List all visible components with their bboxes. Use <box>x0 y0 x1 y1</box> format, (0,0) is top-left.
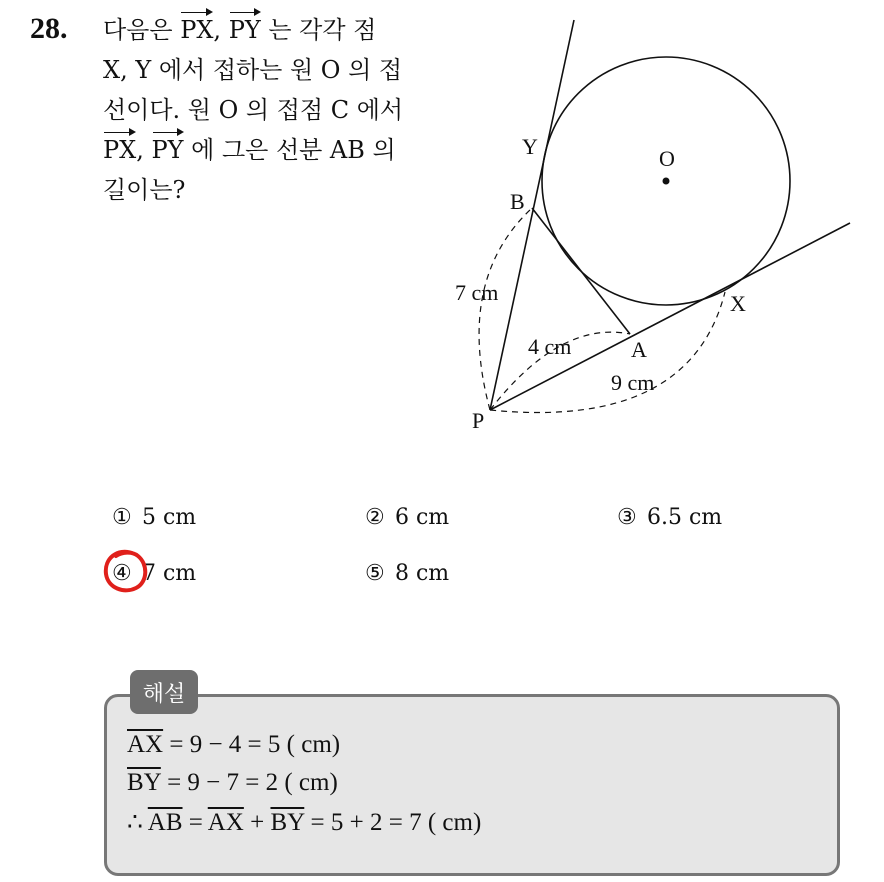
choice-1[interactable]: ① 5 cm <box>112 505 197 530</box>
question-line-4: PX, PY 에 그은 선분 AB 의 <box>103 130 433 170</box>
question-line-2: X, Y 에서 접하는 원 O 의 접 <box>103 56 403 84</box>
label-x: X <box>730 291 746 316</box>
solution-line-3: ∴ $\overline{AB} = \overline{AX} + \overline{BY} = 5 + 2 = 7$ ( cm) <box>127 809 482 836</box>
segment-ax: $\overline{AX}$ <box>127 731 164 758</box>
measure-pb: 7 cm <box>455 280 499 305</box>
question-line-3: 선이다. 원 O 의 접점 C 에서 <box>103 96 404 124</box>
question-line-5: 길이는? <box>103 176 186 204</box>
segment-ax: $\overline{AX}$ <box>207 809 244 836</box>
label-a: A <box>631 337 647 362</box>
vector-py: PY <box>229 10 261 50</box>
solution-line-2: $\overline{BY} = 9 - 7 = 2$ ( cm) <box>127 769 338 796</box>
segment-ab-label: $\overline{AB}$ <box>147 809 183 836</box>
tangent-px <box>490 223 850 410</box>
label-o: O <box>659 146 675 171</box>
center-point-o <box>663 178 670 185</box>
question-number: 28. <box>30 12 68 45</box>
segment-ab <box>532 208 630 334</box>
arc-px <box>490 292 725 413</box>
segment-by: $\overline{BY}$ <box>270 809 305 836</box>
measure-pa: 4 cm <box>528 334 572 359</box>
segment-by: $\overline{BY}$ <box>127 769 161 796</box>
choice-2[interactable]: ② 6 cm <box>365 505 450 530</box>
vector-px: PX <box>180 10 213 50</box>
vector-px: PX <box>103 130 136 170</box>
choice-3[interactable]: ③ 6.5 cm <box>617 505 723 530</box>
label-b: B <box>510 189 525 214</box>
solution-line-1: $\overline{AX} = 9 - 4 = 5$ ( cm) <box>127 731 341 758</box>
selected-answer-circle <box>98 546 154 598</box>
vector-py: PY <box>152 130 184 170</box>
label-y: Y <box>522 134 538 159</box>
arc-pb <box>479 208 532 410</box>
label-p: P <box>472 408 485 433</box>
choice-5[interactable]: ⑤ 8 cm <box>365 561 450 586</box>
solution-box <box>104 694 840 876</box>
therefore-symbol: ∴ <box>127 809 148 836</box>
measure-px: 9 cm <box>611 370 655 395</box>
choice-4[interactable]: ④ 7 cm <box>112 561 197 586</box>
question-line-1: 다음은 PX, PY 는 각각 점 <box>103 10 433 50</box>
solution-tab: 해설 <box>130 670 198 714</box>
